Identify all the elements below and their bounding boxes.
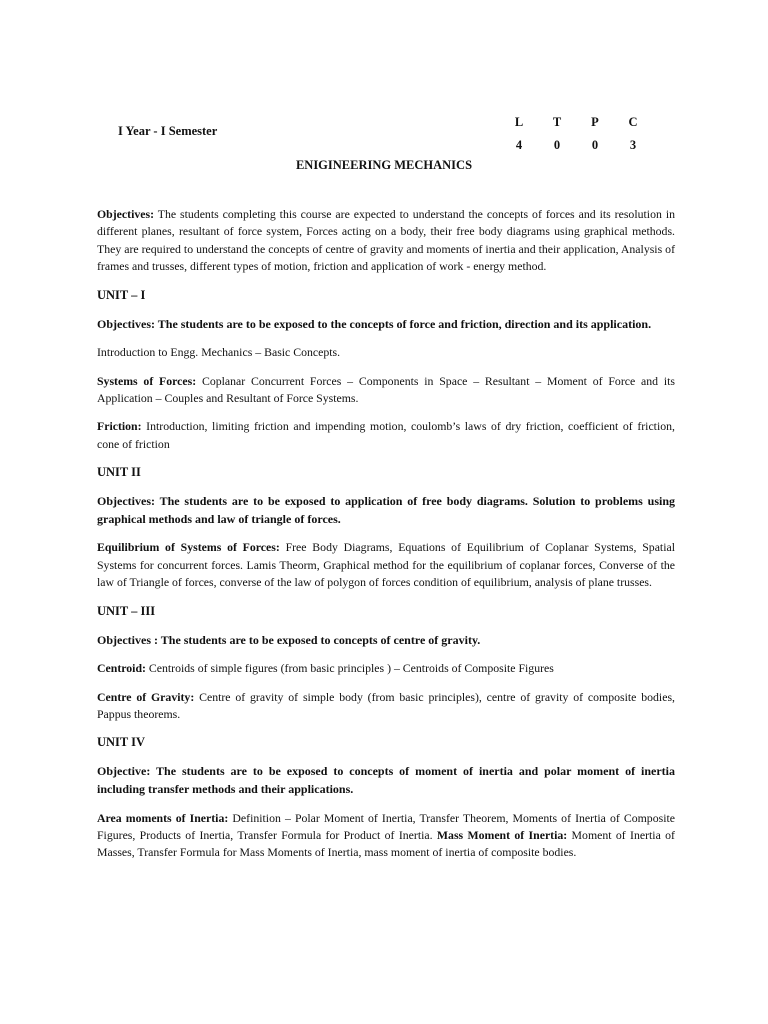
area-label: Area moments of Inertia: [97, 810, 229, 825]
ltpc-label-t: T [552, 115, 562, 129]
centroid-text: Centroids of simple figures (from basic principles ) – Centroids of Composite Figures [145, 661, 554, 676]
ltpc-label-p: P [591, 115, 599, 129]
ltpc-value-row [500, 134, 652, 157]
centroid-label: Centroid: [97, 661, 146, 676]
cog-label: Centre of Gravity: [97, 689, 195, 704]
ltpc-label-l: L [514, 115, 524, 129]
ltpc-value-p: 0 [591, 138, 599, 152]
unit1-friction [97, 418, 675, 453]
course-title: ENIGINEERING MECHANICS [295, 158, 473, 172]
equilibrium-text: Free Body Diagrams, Equations of Equilibrium of Coplanar Systems, Spatial Systems for concurrent forces. Lamis Theorm, Graphical method for the equilibrium of coplanar forces, Converse of the law of Triangle of forces, converse of the law of polygon of forces condition of equilibrium, analysis of plane trusses. [97, 540, 675, 590]
friction-label: Friction: [97, 419, 142, 434]
forces-label: Systems of Forces: [97, 373, 197, 388]
mass-text: Moment of Inertia of Masses, Transfer Formula for Mass Moments of Inertia, mass moment of inertia of composite bodies. [97, 828, 675, 860]
forces-text: Coplanar Concurrent Forces – Components in Space – Resultant – Moment of Force and its Application – Couples and Resultant of Force Systems. [97, 373, 675, 406]
objectives-text: The students completing this course are expected to understand the concepts of forces and its resolution in different planes, resultant of force system, Forces acting on a body, their free body diagrams using graphical methods. They are required to understand the concepts of centre of gravity and moments of inertia and their application, Analysis of frames and trusses, different types of motion, friction and application of work - energy method. [97, 207, 675, 274]
unit4-heading: UNIT IV [97, 735, 146, 750]
ltpc-value-c: 3 [629, 138, 637, 152]
ltpc-value-l: 4 [515, 138, 523, 152]
mass-label: Mass Moment of Inertia: [436, 828, 568, 843]
unit1-objective: Objectives: The students are to be exposed to the concepts of force and friction, direction and its application. [97, 316, 652, 331]
unit2-objective: Objectives: The students are to be exposed to application of free body diagrams. Solution to problems using graphical methods and law of triangle of forces. [97, 494, 675, 526]
unit2-equilibrium [97, 539, 675, 591]
unit1-heading: UNIT – I [97, 287, 146, 302]
unit1-intro: Introduction to Engg. Mechanics – Basic Concepts. [97, 345, 341, 360]
unit3-centroid [97, 660, 675, 677]
ltpc-value-t: 0 [553, 138, 561, 152]
cog-text: Centre of gravity of simple body (from basic principles), centre of gravity of composite bodies, Pappus theorems. [97, 689, 675, 722]
course-objectives [97, 206, 675, 276]
unit1-systems-of-forces [97, 373, 675, 408]
syllabus-content [97, 206, 675, 873]
area-text: Definition – Polar Moment of Inertia, Transfer Theorem, Moments of Inertia of Composite Figures, Products of Inertia, Transfer Formula for Product of Inertia. [97, 810, 675, 843]
objectives-label: Objectives: [97, 207, 154, 221]
unit2-heading: UNIT II [97, 465, 141, 480]
unit3-heading: UNIT – III [97, 603, 156, 618]
unit4-objective: Objective: The students are to be exposed to concepts of moment of inertia and polar moment of inertia including transfer methods and their applications. [97, 764, 675, 797]
ltpc-table [500, 111, 652, 157]
ltpc-label-row [500, 111, 652, 134]
unit4-moments-of-inertia [97, 810, 675, 862]
friction-text: Introduction, limiting friction and impending motion, coulomb’s laws of dry friction, coefficient of friction, cone of friction [97, 419, 675, 451]
semester-label: I Year - I Semester [118, 124, 218, 138]
unit3-centre-of-gravity [97, 689, 675, 724]
equilibrium-label: Equilibrium of Systems of Forces: [97, 540, 280, 555]
ltpc-label-c: C [628, 115, 638, 129]
unit3-objective: Objectives : The students are to be exposed to concepts of centre of gravity. [97, 632, 481, 647]
